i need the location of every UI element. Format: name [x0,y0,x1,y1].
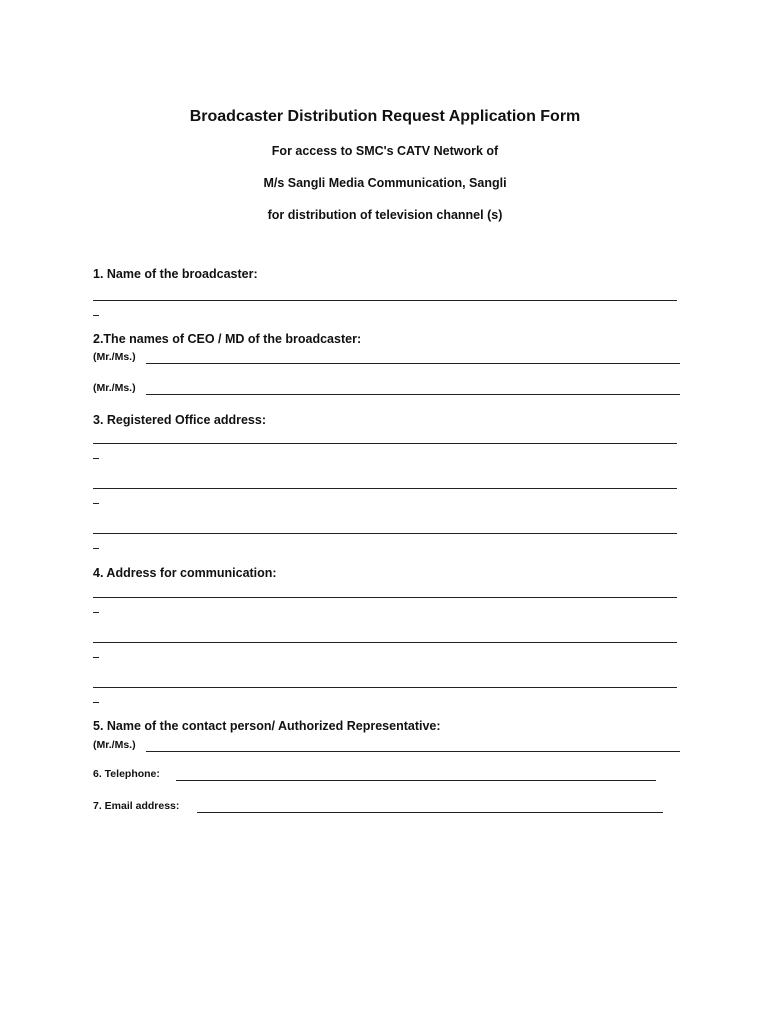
communication-address-field-3[interactable] [93,687,677,688]
registered-office-field-2-continuation [93,503,99,504]
email-field[interactable] [197,812,663,813]
registered-office-field-1-continuation [93,458,99,459]
communication-address-field-2[interactable] [93,642,677,643]
telephone-label: 6. Telephone: [93,768,160,780]
contact-person-label: 5. Name of the contact person/ Authorized Representative: [93,719,441,733]
ceo-md-label: 2.The names of CEO / MD of the broadcaster: [93,332,362,346]
communication-address-label: 4. Address for communication: [93,566,277,580]
registered-office-field-2[interactable] [93,488,677,489]
form-subtitle-company: M/s Sangli Media Communication, Sangli [263,176,507,190]
form-title: Broadcaster Distribution Request Application Form [189,108,581,125]
registered-office-field-3-continuation [93,548,99,549]
ceo-md-salutation-2: (Mr./Ms.) [93,382,136,394]
broadcaster-name-field[interactable] [93,300,677,301]
ceo-md-name-field-2[interactable] [146,394,680,395]
contact-person-name-field[interactable] [146,751,680,752]
broadcaster-name-field-continuation [93,315,99,316]
ceo-md-salutation-1: (Mr./Ms.) [93,351,136,363]
communication-address-field-1[interactable] [93,597,677,598]
registered-office-field-3[interactable] [93,533,677,534]
form-subtitle-purpose: for distribution of television channel (s) [267,208,503,222]
communication-address-field-2-continuation [93,657,99,658]
registered-office-label: 3. Registered Office address: [93,413,266,427]
broadcaster-name-label: 1. Name of the broadcaster: [93,267,258,281]
telephone-field[interactable] [176,780,656,781]
contact-person-salutation: (Mr./Ms.) [93,739,136,751]
email-label: 7. Email address: [93,800,180,812]
ceo-md-name-field-1[interactable] [146,363,680,364]
form-subtitle-access: For access to SMC's CATV Network of [271,144,499,158]
communication-address-field-3-continuation [93,702,99,703]
communication-address-field-1-continuation [93,612,99,613]
registered-office-field-1[interactable] [93,443,677,444]
